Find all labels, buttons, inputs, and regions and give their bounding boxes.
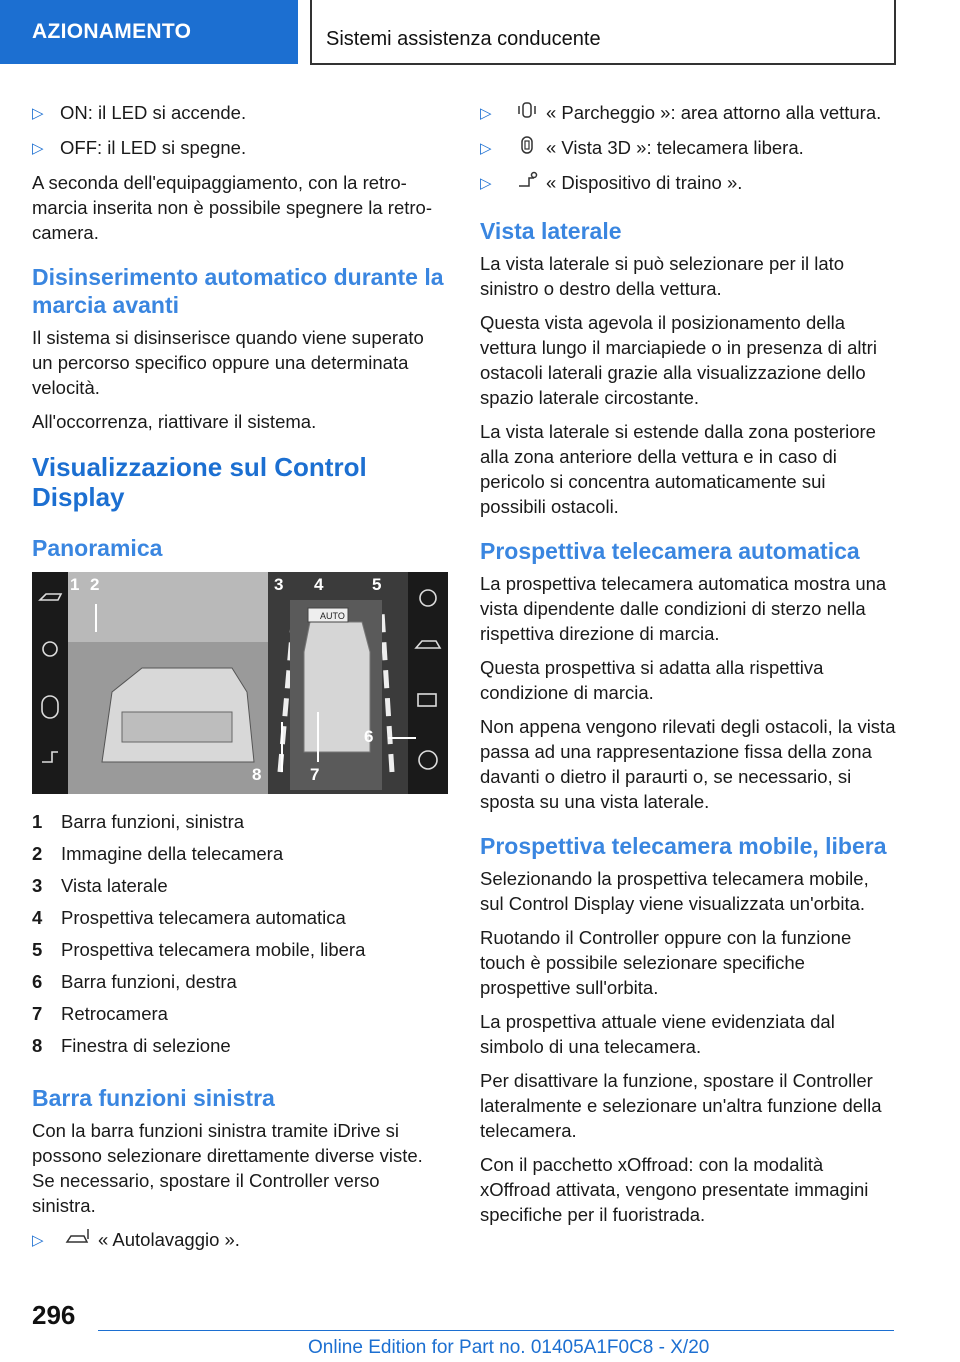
paragraph: Per disattivare la funzione, spostare il Controller lateralmente e selezionare un'altra funzione della telecamera. — [480, 1070, 882, 1141]
callout-8: 8 — [252, 765, 262, 784]
legend-item: 7 Retrocamera — [32, 1003, 168, 1024]
list-item-text: « Dispositivo di traino ». — [546, 172, 743, 193]
car-top-view — [304, 622, 370, 752]
legend-item: 8 Finestra di selezione — [32, 1035, 231, 1056]
paragraph: La vista laterale si può selezionare per il lato sinistro o destro della vettura. — [480, 253, 845, 299]
legend-item: 6 Barra funzioni, destra — [32, 971, 237, 992]
header-divider-bottom — [310, 63, 896, 65]
triangle-bullet-icon: ▷ — [480, 175, 492, 192]
callout-1: 1 — [70, 575, 80, 594]
header-divider-left — [310, 0, 312, 64]
list-item — [32, 1227, 448, 1254]
legend-item: 2 Immagine della telecamera — [32, 843, 284, 864]
paragraph: La vista laterale si estende dalla zona posteriore alla zona anteriore della vettura e in caso di pericolo si concentra automaticamente sui possibili ostacoli. — [480, 421, 876, 517]
footer-edition: Online Edition for Part no. 01405A1F0C8 - X/20 — [308, 1337, 710, 1358]
figure-legend — [32, 806, 448, 1062]
callout-7: 7 — [310, 765, 320, 784]
section-title: Sistemi assistenza conducente — [326, 28, 601, 50]
paragraph: Con il pacchetto xOffroad: con la modalità xOffroad attivata, vengono presentate immagini specifiche per il fuoristrada. — [480, 1154, 869, 1225]
list-item-text: « Parcheggio »: area attorno alla vettura. — [546, 102, 882, 123]
paragraph: Questa vista agevola il posizionamento della vettura lungo il marciapiede o in presenza di altri ostacoli laterali grazie alla visualizzazione dello spazio laterale circostante. — [480, 312, 877, 408]
callout-3: 3 — [274, 575, 284, 594]
triangle-bullet-icon: ▷ — [32, 105, 44, 122]
callout-4: 4 — [314, 575, 324, 594]
list-item — [480, 135, 896, 162]
triangle-bullet-icon: ▷ — [480, 105, 492, 122]
legend-item: 5 Prospettiva telecamera mobile, libera — [32, 939, 366, 960]
list-item-text: OFF: il LED si spegne. — [60, 137, 247, 158]
left-column — [32, 100, 448, 1262]
legend-item: 4 Prospettiva telecamera automatica — [32, 907, 346, 928]
callout-5: 5 — [372, 575, 382, 594]
heading-prospettiva-mobile: Prospettiva telecamera mobile, libera — [480, 833, 887, 859]
chapter-tab — [0, 0, 298, 64]
list-item — [32, 100, 448, 127]
paragraph: A seconda dell'equipaggiamento, con la retro-marcia inserita non è possibile spegnere la retro-camera. — [32, 172, 433, 243]
chapter-tab-label: AZIONAMENTO — [32, 20, 192, 43]
paragraph: Questa prospettiva si adatta alla rispettiva condizione di marcia. — [480, 657, 824, 703]
triangle-bullet-icon: ▷ — [32, 1232, 44, 1249]
paragraph: Con la barra funzioni sinistra tramite iDrive si possono selezionare direttamente diverse viste. Se necessario, spostare il Controller verso sinistra. — [32, 1120, 423, 1216]
parking-view-icon — [508, 100, 546, 127]
list-item — [480, 100, 896, 127]
heading-barra-sinistra: Barra funzioni sinistra — [32, 1085, 275, 1111]
paragraph: Il sistema si disinserisce quando viene superato un percorso specifico oppure una determinata velocità. — [32, 327, 424, 398]
heading-disinserimento: Disinserimento automatico durante la marcia avanti — [32, 264, 444, 318]
paragraph: La prospettiva telecamera automatica mostra una vista dipendente dalle condizioni di sterzo nella rispettiva direzione di marcia. — [480, 573, 887, 644]
paragraph: Ruotando il Controller oppure con la funzione touch è possibile selezionare specifiche prospettive sull'orbita. — [480, 927, 852, 998]
header-divider-right — [894, 0, 896, 64]
legend-item: 3 Vista laterale — [32, 875, 168, 896]
callout-2: 2 — [90, 575, 100, 594]
right-column — [480, 100, 896, 1236]
legend-item: 1 Barra funzioni, sinistra — [32, 811, 245, 832]
control-display-illustration — [32, 572, 448, 794]
heading-visualizzazione: Visualizzazione sul Control Display — [32, 452, 367, 512]
3d-view-icon — [508, 135, 546, 162]
paragraph: Selezionando la prospettiva telecamera mobile, sul Control Display viene visualizzata un'orbita. — [480, 868, 869, 914]
control-display-figure — [32, 572, 448, 794]
page-number: 296 — [32, 1300, 76, 1330]
list-item — [32, 135, 448, 162]
callout-6: 6 — [364, 727, 374, 746]
paragraph: Non appena vengono rilevati degli ostacoli, la vista passa ad una rappresentazione fissa della zona davanti o dietro il paraurti o, se necessario, si sposta su una vista laterale. — [480, 716, 896, 812]
heading-prospettiva-automatica: Prospettiva telecamera automatica — [480, 538, 860, 564]
trailer-hitch-icon — [508, 170, 546, 197]
footer-divider — [98, 1330, 894, 1331]
list-item-text: « Vista 3D »: telecamera libera. — [546, 137, 804, 158]
left-function-bar — [32, 572, 68, 794]
list-item-text: ON: il LED si accende. — [60, 102, 247, 123]
svg-text:AUTO: AUTO — [320, 611, 345, 621]
triangle-bullet-icon: ▷ — [32, 140, 44, 157]
paragraph: All'occorrenza, riattivare il sistema. — [32, 411, 317, 432]
car-wash-icon — [60, 1227, 98, 1254]
heading-panoramica: Panoramica — [32, 535, 163, 561]
list-item — [480, 170, 896, 197]
heading-vista-laterale: Vista laterale — [480, 218, 622, 244]
paragraph: La prospettiva attuale viene evidenziata dal simbolo di una telecamera. — [480, 1011, 835, 1057]
triangle-bullet-icon: ▷ — [480, 140, 492, 157]
list-item-text: « Autolavaggio ». — [98, 1229, 240, 1250]
